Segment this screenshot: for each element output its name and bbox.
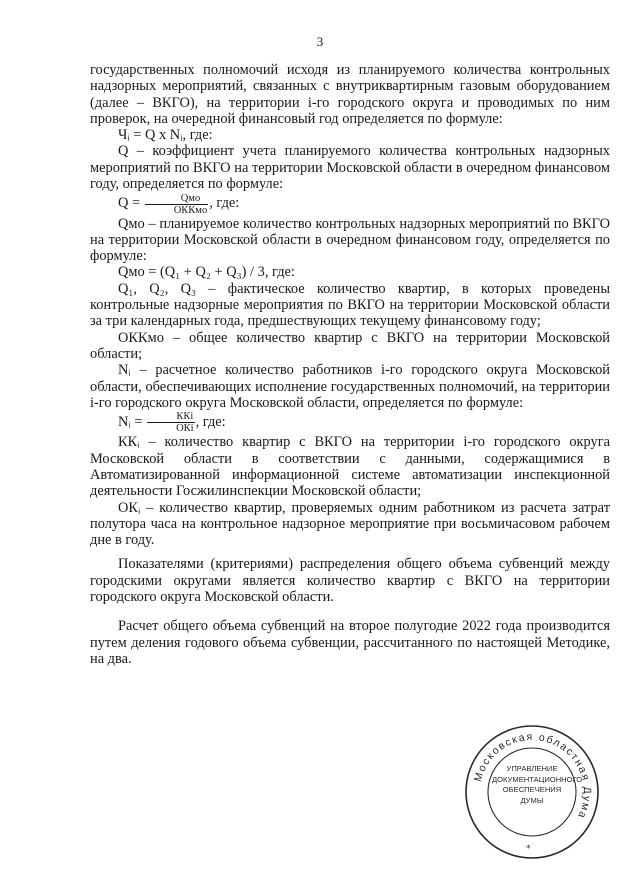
- formula-q-rhs: , где:: [209, 195, 240, 212]
- paragraph-ni-definition: Nᵢ – расчетное количество работников i-го городского округа Московской области, обеспечивающих исполнение государственных полномочий, на территории i-го городского округа Московской области, определяется по формуле:: [90, 362, 610, 411]
- formula-ni-rhs: , где:: [195, 414, 226, 431]
- stamp-line-2: ДОКУМЕНТАЦИОННОГО: [492, 774, 583, 784]
- paragraph-calculation: Расчет общего объема субвенций на второе полугодие 2022 года производится путем деления годового объема субвенции, рассчитанного по настоящей Методике, на два.: [90, 618, 610, 667]
- paragraph-q-definition: Q – коэффициент учета планируемого количества контрольных надзорных мероприятий по ВКГО на территории Московской области в очередном финансовом году, определяется по формуле:: [90, 143, 610, 193]
- formula-q-lhs: Q =: [118, 195, 144, 212]
- formula-ch: Чᵢ = Q x Nᵢ, где:: [118, 127, 213, 144]
- paragraph-qmo-definition: Qмо – планируемое количество контрольных надзорных мероприятий по ВКГО на территории Московской области в очередном финансовом году, определяется по формуле:: [90, 215, 610, 265]
- formula-ni: [90, 411, 610, 434]
- paragraph-oki-definition: ОКᵢ – количество квартир, проверяемых одним работником из расчета затрат полутора часа на контрольное надзорное мероприятие при восьмичасовом рабочем дне в году.: [90, 499, 610, 549]
- official-stamp: [462, 722, 602, 862]
- stamp-ring-text: Московская областная Дума: [472, 730, 594, 822]
- document-body: [90, 62, 610, 667]
- stamp-inner-text: [492, 764, 583, 806]
- stamp-star-icon: *: [526, 844, 531, 854]
- formula-ni-fraction: [147, 411, 195, 434]
- stamp-line-3: ОБЕСПЕЧЕНИЯ: [502, 785, 562, 794]
- paragraph-criteria: Показателями (критериями) распределения общего объема субвенций между городскими округами является количество квартир с ВКГО на территории городского округа Московской области.: [90, 556, 610, 605]
- paragraph-q123-definition: Q₁, Q₂, Q₃ – фактическое количество квартир, в которых проведены контрольные надзорные мероприятия по ВКГО на территории Московской области за три календарных года, предшествующих текущему финансовому году;: [90, 280, 610, 330]
- formula-q-fraction: [145, 193, 208, 216]
- formula-ni-denominator: ОКi: [147, 422, 195, 434]
- formula-ni-numerator: ККi: [176, 411, 194, 423]
- formula-ni-lhs: Nᵢ =: [118, 414, 147, 431]
- formula-q-numerator: Qмо: [180, 192, 201, 204]
- paragraph-kki-definition: ККᵢ – количество квартир с ВКГО на территории i-го городского округа Московской области в соответствии с данными, содержащимися в Автоматизированной информационной системе автоматизации инспекционной деятельности Госжилинспекции Московской области;: [90, 434, 610, 500]
- paragraph-okkmo-definition: ОККмо – общее количество квартир с ВКГО на территории Московской области;: [90, 329, 610, 362]
- formula-q: [90, 192, 610, 215]
- paragraph-1: государственных полномочий исходя из планируемого количества контрольных надзорных мероприятий, связанных с внутриквартирным газовым оборудованием (далее – ВКГО), на территории i-го городского округа и проводимых по ним проверок, на очередной финансовый год определяется по формуле:: [90, 62, 610, 127]
- stamp-line-1: УПРАВЛЕНИЕ: [506, 764, 558, 773]
- page-number: 3: [316, 34, 324, 49]
- formula-q-denominator: ОККмо: [145, 204, 208, 216]
- stamp-line-4: ДУМЫ: [520, 795, 544, 805]
- formula-qmo: Qмо = (Q₁ + Q₂ + Q₃) / 3, где:: [118, 264, 295, 281]
